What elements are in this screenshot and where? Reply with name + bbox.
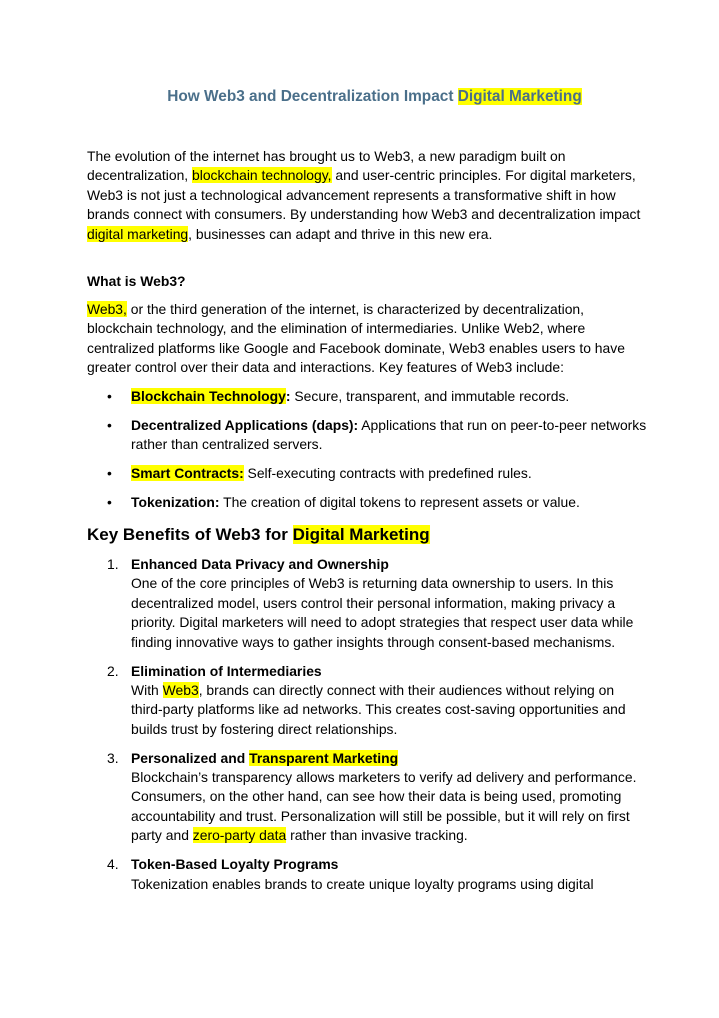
benefit-title: Token-Based Loyalty Programs	[131, 856, 339, 873]
features-list	[87, 387, 647, 522]
feature-text: The creation of digital tokens to represent assets or value.	[219, 494, 580, 511]
title-highlight: Digital Marketing	[457, 88, 582, 105]
intro-paragraph	[87, 147, 647, 244]
intro-highlight-1: blockchain technology,	[192, 167, 332, 184]
benefits-heading	[87, 523, 430, 547]
benefit-title-prefix: Personalized and	[131, 749, 250, 766]
what-is-highlight: Web3,	[87, 301, 127, 317]
benefit-body	[131, 769, 636, 843]
benefit-body-highlight: Web3	[162, 681, 199, 698]
intro-text-1: The evolution of the internet has brought us to Web3, a new paradigm built on decentralization,	[87, 148, 566, 184]
benefit-body: One of the core principles of Web3 is returning data ownership to users. In this decentralized model, users control their personal information, making privacy a priority. Digital marketers will need to adopt strategies that respect user data while finding innovative ways to gather insights through consent-based mechanisms.	[131, 575, 634, 650]
bullet: •	[107, 465, 112, 482]
feature-separator: :	[285, 388, 291, 404]
list-item	[87, 662, 647, 740]
what-is-text: or the third generation of the internet, is characterized by decentralization, blockchain technology, and the elimination of intermediaries. Unlike Web2, where centralized platforms like Google and Facebook dominate, Web3 enables users to have greater control over their data and interactions. Key features of Web3 include:	[87, 301, 625, 376]
benefit-body-text-1: Blockchain’s transparency allows marketers to verify ad delivery and performance. Consumers, on the other hand, can see how their data is being used, promoting accountability and trust. Personalization will still be possible, but it will rely on first party and	[131, 769, 637, 844]
list-item	[87, 749, 647, 846]
benefit-body-text-2: rather than invasive tracking.	[286, 827, 468, 844]
intro-highlight-2: digital marketing	[87, 225, 189, 242]
intro-text-2: and user-centric principles. For digital marketers, Web3 is not just a technological advancement represents a transformative shift in how brands connect with consumers. By understanding how Web3 and decentralization impact	[87, 167, 641, 223]
bullet: •	[107, 494, 112, 511]
list-item	[87, 416, 647, 455]
feature-text: Applications that run on peer-to-peer networks rather than centralized servers.	[131, 417, 647, 453]
list-item	[87, 387, 647, 406]
intro-text-3: , businesses can adapt and thrive in this new era.	[188, 225, 493, 242]
item-number: 4.	[107, 856, 119, 873]
feature-label: Decentralized Applications (daps):	[131, 417, 359, 433]
benefit-title: Elimination of Intermediaries	[131, 662, 322, 679]
list-item	[87, 555, 647, 652]
bullet: •	[107, 417, 112, 433]
what-is-heading: What is Web3?	[87, 273, 186, 289]
feature-text: Self-executing contracts with predefined rules.	[243, 465, 532, 482]
benefits-heading-highlight: Digital Marketing	[292, 525, 430, 544]
feature-text: Secure, transparent, and immutable records.	[290, 388, 570, 404]
list-item	[87, 464, 647, 483]
benefits-heading-prefix: Key Benefits of Web3 for	[87, 525, 293, 544]
item-number: 3.	[107, 749, 119, 766]
what-is-paragraph	[87, 300, 647, 378]
bullet: •	[107, 388, 112, 404]
benefit-body	[131, 682, 626, 737]
list-item	[87, 493, 647, 512]
item-number: 2.	[107, 662, 119, 679]
benefit-title	[131, 749, 647, 768]
benefit-body-text-1: With	[131, 681, 163, 698]
benefits-list	[87, 555, 647, 904]
title-prefix: How Web3 and Decentralization Impact	[167, 88, 458, 105]
benefit-body: Tokenization enables brands to create unique loyalty programs using digital	[131, 875, 594, 892]
document-title	[0, 87, 719, 107]
benefit-body-text-2: , brands can directly connect with their audiences without relying on third-party platforms like ad networks. This creates cost-saving opportunities and builds trust by fostering direct relationships.	[131, 681, 626, 737]
feature-label: Smart Contracts:	[131, 465, 244, 482]
feature-label: Tokenization:	[131, 494, 220, 511]
feature-label: Blockchain Technology	[131, 388, 286, 404]
list-item	[87, 855, 647, 894]
item-number: 1.	[107, 556, 119, 572]
benefit-title: Enhanced Data Privacy and Ownership	[131, 556, 389, 572]
benefit-title-highlight: Transparent Marketing	[249, 749, 399, 766]
benefit-body-highlight: zero-party data	[192, 827, 287, 844]
